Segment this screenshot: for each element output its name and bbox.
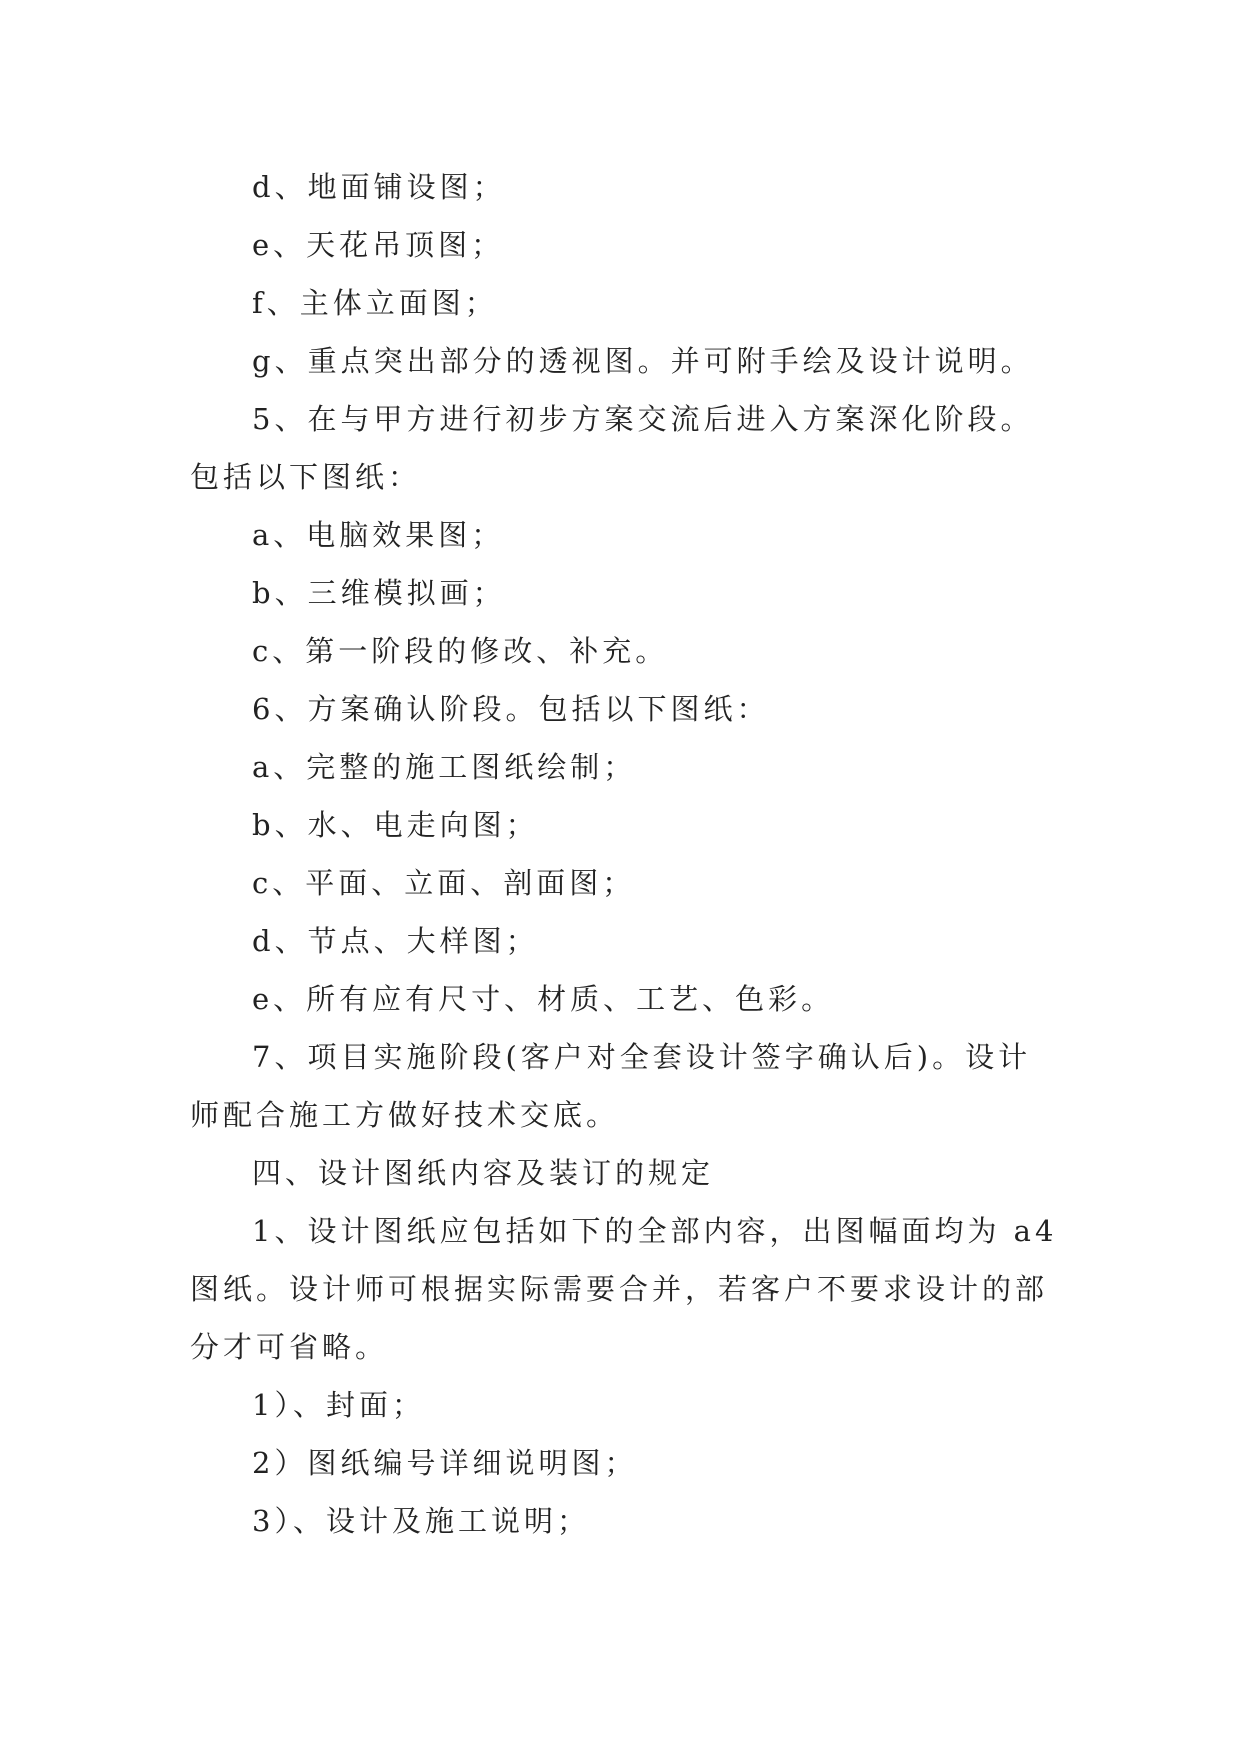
list-item-c-revisions: c、第一阶段的修改、补充。 <box>252 634 669 668</box>
paragraph-6: 6、方案确认阶段。包括以下图纸： <box>252 692 770 726</box>
list-item-c-sections: c、平面、立面、剖面图； <box>252 866 636 900</box>
document-body <box>190 158 1058 1550</box>
list-item-2-drawing-index: 2）图纸编号详细说明图； <box>252 1446 638 1480</box>
paragraph-5-line-1: 5、在与甲方进行初步方案交流后进入方案深化阶段。 <box>252 402 1034 436</box>
paragraph-1-line-2: 图纸。设计师可根据实际需要合并，若客户不要求设计的部 <box>190 1272 1049 1306</box>
list-item-b-water-electric: b、水、电走向图； <box>252 808 539 842</box>
paragraph-7-line-1: 7、项目实施阶段(客户对全套设计签字确认后)。设计 <box>252 1040 1032 1074</box>
paragraph-1-line-1: 1、设计图纸应包括如下的全部内容，出图幅面均为 a4 <box>252 1214 1058 1248</box>
paragraph-1-line-3: 分才可省略。 <box>190 1330 389 1364</box>
paragraph-5-line-2: 包括以下图纸： <box>190 460 422 494</box>
section-heading-4: 四、设计图纸内容及装订的规定 <box>252 1156 715 1190</box>
list-item-e-dimensions: e、所有应有尺寸、材质、工艺、色彩。 <box>252 982 835 1016</box>
list-item-e-ceiling-plan: e、天花吊顶图； <box>252 228 505 262</box>
list-item-f-elevation: f、主体立面图； <box>252 286 498 320</box>
list-item-a-construction-drawings: a、完整的施工图纸绘制； <box>252 750 637 784</box>
list-item-d-floor-plan: d、地面铺设图； <box>252 170 506 204</box>
list-item-b-3d-simulation: b、三维模拟画； <box>252 576 506 610</box>
list-item-d-details: d、节点、大样图； <box>252 924 539 958</box>
list-item-a-rendering: a、电脑效果图； <box>252 518 505 552</box>
list-item-g-perspective: g、重点突出部分的透视图。并可附手绘及设计说明。 <box>252 344 1034 378</box>
list-item-3-design-notes: 3）、设计及施工说明； <box>252 1504 590 1538</box>
paragraph-7-line-2: 师配合施工方做好技术交底。 <box>190 1098 620 1132</box>
list-item-1-cover: 1）、封面； <box>252 1388 425 1422</box>
